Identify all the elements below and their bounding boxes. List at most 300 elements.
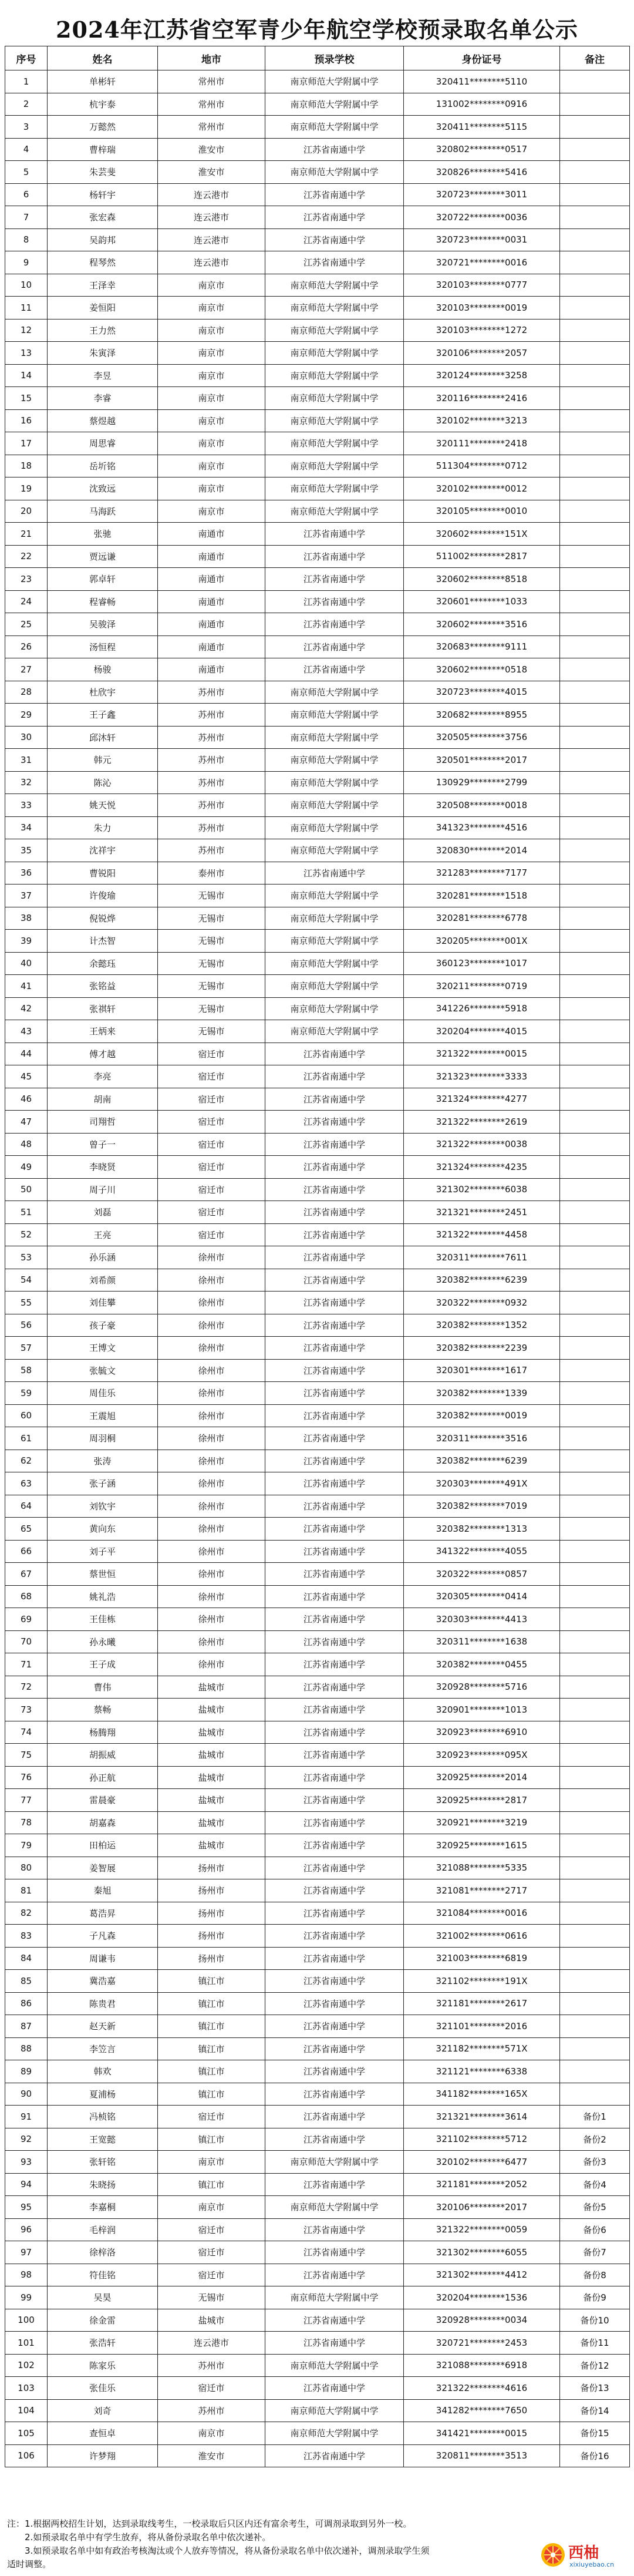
cell-id: 320382********1352	[404, 1314, 560, 1337]
cell-id: 320102********6477	[404, 2151, 560, 2174]
cell-no: 90	[5, 2083, 48, 2106]
cell-no: 70	[5, 1630, 48, 1653]
cell-note	[560, 1811, 630, 1834]
cell-name: 汤恒程	[48, 635, 158, 658]
cell-no: 42	[5, 997, 48, 1020]
cell-school: 南京师范大学附属中学	[265, 839, 404, 862]
cell-name: 吴昊	[48, 2286, 158, 2309]
table-row	[5, 1404, 630, 1427]
cell-city: 无锡市	[158, 2286, 265, 2309]
cell-note: 备份3	[560, 2151, 630, 2174]
cell-id: 320802********0517	[404, 138, 560, 161]
cell-id: 320382********0455	[404, 1653, 560, 1676]
cell-note: 备份8	[560, 2264, 630, 2286]
cell-city: 扬州市	[158, 1925, 265, 1948]
table-row	[5, 2332, 630, 2355]
cell-note	[560, 613, 630, 636]
cell-city: 镇江市	[158, 1970, 265, 1993]
table-row	[5, 1653, 630, 1676]
cell-id: 321101********2016	[404, 2015, 560, 2038]
table-row	[5, 2196, 630, 2219]
cell-note	[560, 183, 630, 206]
cell-city: 连云港市	[158, 206, 265, 229]
table-row	[5, 1518, 630, 1541]
cell-city: 徐州市	[158, 1404, 265, 1427]
cell-name: 张佳乐	[48, 2377, 158, 2400]
cell-note	[560, 794, 630, 817]
table-row	[5, 862, 630, 885]
cell-city: 南京市	[158, 387, 265, 410]
cell-note	[560, 342, 630, 365]
cell-no: 93	[5, 2151, 48, 2174]
cell-no: 75	[5, 1744, 48, 1767]
cell-name: 孩子豪	[48, 1314, 158, 1337]
cell-name: 张轩铭	[48, 2151, 158, 2174]
cell-no: 17	[5, 432, 48, 455]
cell-name: 程琴然	[48, 251, 158, 274]
cell-no: 29	[5, 704, 48, 727]
table-row	[5, 2173, 630, 2196]
cell-city: 无锡市	[158, 1020, 265, 1043]
cell-school: 江苏省南通中学	[265, 1518, 404, 1541]
cell-city: 苏州市	[158, 681, 265, 704]
table-row	[5, 1947, 630, 1970]
cell-id: 320106********2057	[404, 342, 560, 365]
cell-note	[560, 749, 630, 772]
cell-school: 江苏省南通中学	[265, 1902, 404, 1925]
cell-id: 320303********491X	[404, 1472, 560, 1495]
cell-id: 320811********3513	[404, 2444, 560, 2467]
table-row	[5, 319, 630, 342]
cell-id: 320508********0018	[404, 794, 560, 817]
cell-school: 江苏省南通中学	[265, 1676, 404, 1699]
cell-name: 司翔哲	[48, 1111, 158, 1134]
cell-school: 江苏省南通中学	[265, 1925, 404, 1948]
cell-school: 南京师范大学附属中学	[265, 387, 404, 410]
cell-id: 321088********5335	[404, 1857, 560, 1879]
cell-city: 宿迁市	[158, 1111, 265, 1134]
table-row	[5, 1223, 630, 1246]
cell-note	[560, 1404, 630, 1427]
table-row	[5, 2151, 630, 2174]
cell-note	[560, 1201, 630, 1224]
table-row	[5, 2218, 630, 2241]
cell-name: 张浩轩	[48, 2332, 158, 2355]
cell-school: 南京师范大学附属中学	[265, 952, 404, 975]
cell-no: 103	[5, 2377, 48, 2400]
cell-name: 姜恒阳	[48, 297, 158, 320]
cell-no: 99	[5, 2286, 48, 2309]
cell-id: 320124********3258	[404, 364, 560, 387]
cell-note	[560, 251, 630, 274]
cell-note	[560, 1630, 630, 1653]
cell-school: 江苏省南通中学	[265, 1879, 404, 1902]
cell-id: 320382********6239	[404, 1269, 560, 1292]
cell-name: 胡南	[48, 1088, 158, 1111]
cell-note	[560, 1744, 630, 1767]
cell-id: 320382********1339	[404, 1382, 560, 1405]
cell-city: 扬州市	[158, 1947, 265, 1970]
cell-id: 320721********0016	[404, 251, 560, 274]
table-row	[5, 1427, 630, 1450]
cell-note: 备份9	[560, 2286, 630, 2309]
cell-school: 南京师范大学附属中学	[265, 2286, 404, 2309]
cell-name: 许俊瑜	[48, 885, 158, 907]
cell-school: 南京师范大学附属中学	[265, 500, 404, 523]
cell-city: 扬州市	[158, 1902, 265, 1925]
cell-city: 徐州市	[158, 1314, 265, 1337]
cell-note	[560, 1246, 630, 1269]
table-row	[5, 206, 630, 229]
cell-city: 连云港市	[158, 2332, 265, 2355]
cell-city: 南京市	[158, 2422, 265, 2445]
cell-city: 无锡市	[158, 930, 265, 953]
cell-name: 郭卓轩	[48, 568, 158, 591]
cell-no: 45	[5, 1065, 48, 1088]
cell-city: 宿迁市	[158, 1178, 265, 1201]
cell-school: 江苏省南通中学	[265, 1178, 404, 1201]
cell-no: 89	[5, 2060, 48, 2083]
cell-city: 南京市	[158, 319, 265, 342]
cell-id: 320923********6910	[404, 1721, 560, 1744]
cell-name: 蔡畅	[48, 1699, 158, 1721]
cell-name: 蔡煜越	[48, 409, 158, 432]
cell-city: 南京市	[158, 342, 265, 365]
cell-name: 刘奇	[48, 2399, 158, 2422]
cell-name: 韩元	[48, 749, 158, 772]
footnote-line: 注：1.根据两校招生计划，达到录取线考生，一校录取后只区内还有富余考生，可调剂录取到另外一校。	[7, 2518, 412, 2529]
cell-note	[560, 1676, 630, 1699]
cell-note	[560, 704, 630, 727]
cell-note	[560, 771, 630, 794]
cell-id: 320682********8955	[404, 704, 560, 727]
cell-id: 321322********2619	[404, 1111, 560, 1134]
cell-id: 320602********151X	[404, 523, 560, 546]
cell-note	[560, 1834, 630, 1857]
cell-city: 徐州市	[158, 1472, 265, 1495]
cell-no: 1	[5, 70, 48, 93]
cell-note	[560, 364, 630, 387]
cell-school: 江苏省南通中学	[265, 2241, 404, 2264]
cell-city: 常州市	[158, 116, 265, 139]
cell-no: 64	[5, 1495, 48, 1518]
cell-city: 扬州市	[158, 1879, 265, 1902]
cell-no: 49	[5, 1156, 48, 1179]
cell-id: 321302********6038	[404, 1178, 560, 1201]
footnote-line: 3.如预录取名单中如有政治考核淘汰或个人放弃等情况，将从备份录取名单中依次递补，调剂录取学生须	[7, 2545, 430, 2556]
cell-school: 江苏省南通中学	[265, 1337, 404, 1360]
cell-no: 43	[5, 1020, 48, 1043]
cell-school: 江苏省南通中学	[265, 2264, 404, 2286]
cell-name: 子凡森	[48, 1925, 158, 1948]
cell-id: 321323********3333	[404, 1065, 560, 1088]
table-header-row	[5, 46, 630, 70]
cell-school: 江苏省南通中学	[265, 1947, 404, 1970]
cell-city: 无锡市	[158, 885, 265, 907]
cell-school: 江苏省南通中学	[265, 1292, 404, 1314]
cell-no: 82	[5, 1902, 48, 1925]
cell-name: 李昱	[48, 364, 158, 387]
cell-city: 盐城市	[158, 1834, 265, 1857]
cell-no: 48	[5, 1133, 48, 1156]
admission-table	[5, 46, 630, 2467]
cell-note: 备份12	[560, 2354, 630, 2377]
table-row	[5, 1178, 630, 1201]
cell-name: 王力然	[48, 319, 158, 342]
cell-note	[560, 1292, 630, 1314]
cell-city: 淮安市	[158, 161, 265, 184]
cell-id: 321321********2451	[404, 1201, 560, 1224]
cell-school: 江苏省南通中学	[265, 1495, 404, 1518]
cell-note	[560, 206, 630, 229]
cell-city: 徐州市	[158, 1585, 265, 1608]
table-row	[5, 1269, 630, 1292]
cell-name: 冀浩嘉	[48, 1970, 158, 1993]
cell-id: 320204********1536	[404, 2286, 560, 2309]
cell-city: 苏州市	[158, 2354, 265, 2377]
cell-city: 泰州市	[158, 862, 265, 885]
cell-id: 320925********2014	[404, 1766, 560, 1789]
cell-id: 320382********6239	[404, 1450, 560, 1472]
cell-city: 南通市	[158, 658, 265, 681]
cell-city: 徐州市	[158, 1630, 265, 1653]
cell-no: 2	[5, 93, 48, 116]
cell-name: 秦旭	[48, 1879, 158, 1902]
table-row	[5, 432, 630, 455]
cell-city: 徐州市	[158, 1563, 265, 1586]
cell-no: 59	[5, 1382, 48, 1405]
cell-id: 320683********9111	[404, 635, 560, 658]
cell-note	[560, 1902, 630, 1925]
table-row	[5, 1925, 630, 1948]
cell-name: 葛浩昇	[48, 1902, 158, 1925]
cell-school: 江苏省南通中学	[265, 1201, 404, 1224]
table-row	[5, 771, 630, 794]
cell-no: 56	[5, 1314, 48, 1337]
cell-name: 陈沁	[48, 771, 158, 794]
cell-city: 苏州市	[158, 816, 265, 839]
cell-id: 320301********1617	[404, 1359, 560, 1382]
cell-school: 江苏省南通中学	[265, 635, 404, 658]
cell-name: 王佳栋	[48, 1608, 158, 1631]
cell-note	[560, 1947, 630, 1970]
cell-school: 南京师范大学附属中学	[265, 297, 404, 320]
cell-note: 备份6	[560, 2218, 630, 2241]
table-row	[5, 613, 630, 636]
cell-note	[560, 839, 630, 862]
cell-id: 320106********2017	[404, 2196, 560, 2219]
cell-city: 无锡市	[158, 997, 265, 1020]
cell-school: 江苏省南通中学	[265, 1585, 404, 1608]
cell-name: 朱寅泽	[48, 342, 158, 365]
cell-no: 72	[5, 1676, 48, 1699]
cell-id: 320722********0036	[404, 206, 560, 229]
cell-no: 11	[5, 297, 48, 320]
cell-id: 320721********2453	[404, 2332, 560, 2355]
table-row	[5, 1630, 630, 1653]
cell-no: 57	[5, 1337, 48, 1360]
cell-no: 54	[5, 1269, 48, 1292]
cell-name: 黄向东	[48, 1518, 158, 1541]
watermark-brand: 西柚	[568, 2544, 599, 2562]
cell-city: 徐州市	[158, 1359, 265, 1382]
cell-id: 320382********0019	[404, 1404, 560, 1427]
cell-city: 镇江市	[158, 2060, 265, 2083]
cell-id: 320281********1518	[404, 885, 560, 907]
cell-city: 南通市	[158, 568, 265, 591]
cell-city: 南通市	[158, 635, 265, 658]
cell-name: 张子涵	[48, 1472, 158, 1495]
table-row	[5, 1020, 630, 1043]
cell-no: 95	[5, 2196, 48, 2219]
cell-city: 宿迁市	[158, 1201, 265, 1224]
cell-note	[560, 545, 630, 568]
table-row	[5, 2128, 630, 2151]
cell-city: 南京市	[158, 455, 265, 477]
cell-school: 江苏省南通中学	[265, 1563, 404, 1586]
table-row	[5, 93, 630, 116]
cell-note	[560, 2060, 630, 2083]
table-row	[5, 1292, 630, 1314]
cell-school: 江苏省南通中学	[265, 1653, 404, 1676]
table-row	[5, 251, 630, 274]
cell-no: 31	[5, 749, 48, 772]
cell-id: 341322********4055	[404, 1540, 560, 1563]
cell-id: 321302********4412	[404, 2264, 560, 2286]
cell-name: 王子鑫	[48, 704, 158, 727]
cell-name: 陈贵君	[48, 1992, 158, 2015]
table-row	[5, 952, 630, 975]
cell-city: 无锡市	[158, 952, 265, 975]
cell-note	[560, 1427, 630, 1450]
cell-city: 苏州市	[158, 704, 265, 727]
cell-school: 南京师范大学附属中学	[265, 455, 404, 477]
cell-no: 25	[5, 613, 48, 636]
cell-note	[560, 1337, 630, 1360]
cell-no: 9	[5, 251, 48, 274]
cell-note	[560, 1585, 630, 1608]
cell-city: 连云港市	[158, 251, 265, 274]
cell-name: 程睿畅	[48, 590, 158, 613]
cell-city: 南通市	[158, 523, 265, 546]
cell-city: 徐州市	[158, 1292, 265, 1314]
cell-name: 张驰	[48, 523, 158, 546]
cell-no: 19	[5, 477, 48, 500]
cell-id: 341421********0015	[404, 2422, 560, 2445]
cell-note	[560, 1495, 630, 1518]
cell-name: 周羽桐	[48, 1427, 158, 1450]
cell-no: 69	[5, 1608, 48, 1631]
cell-id: 321283********7177	[404, 862, 560, 885]
cell-no: 52	[5, 1223, 48, 1246]
cell-city: 徐州市	[158, 1269, 265, 1292]
table-row	[5, 1201, 630, 1224]
cell-note	[560, 1111, 630, 1134]
cell-note	[560, 409, 630, 432]
cell-id: 511002********2817	[404, 545, 560, 568]
cell-school: 江苏省南通中学	[265, 1766, 404, 1789]
table-row	[5, 2354, 630, 2377]
cell-city: 南京市	[158, 477, 265, 500]
table-row	[5, 1585, 630, 1608]
cell-city: 南京市	[158, 297, 265, 320]
cell-name: 姜智展	[48, 1857, 158, 1879]
cell-id: 320281********6778	[404, 907, 560, 930]
table-row	[5, 1879, 630, 1902]
cell-no: 61	[5, 1427, 48, 1450]
cell-school: 南京师范大学附属中学	[265, 93, 404, 116]
cell-city: 常州市	[158, 70, 265, 93]
table-row	[5, 2083, 630, 2106]
cell-note: 备份5	[560, 2196, 630, 2219]
cell-city: 徐州市	[158, 1495, 265, 1518]
cell-no: 74	[5, 1721, 48, 1744]
cell-school: 南京师范大学附属中学	[265, 477, 404, 500]
cell-no: 76	[5, 1766, 48, 1789]
cell-no: 4	[5, 138, 48, 161]
table-row	[5, 1472, 630, 1495]
cell-no: 58	[5, 1359, 48, 1382]
cell-note	[560, 1382, 630, 1405]
cell-city: 南通市	[158, 545, 265, 568]
cell-school: 南京师范大学附属中学	[265, 726, 404, 749]
cell-note	[560, 681, 630, 704]
cell-school: 江苏省南通中学	[265, 138, 404, 161]
cell-id: 321324********4277	[404, 1088, 560, 1111]
cell-city: 镇江市	[158, 2173, 265, 2196]
cell-school: 南京师范大学附属中学	[265, 319, 404, 342]
cell-id: 320205********001X	[404, 930, 560, 953]
cell-school: 江苏省南通中学	[265, 2060, 404, 2083]
cell-name: 王宽懿	[48, 2128, 158, 2151]
cell-city: 南通市	[158, 613, 265, 636]
cell-city: 镇江市	[158, 2083, 265, 2106]
cell-id: 341323********4516	[404, 816, 560, 839]
page-title: 2024年江苏省空军青少年航空学校预录取名单公示	[56, 16, 578, 43]
cell-city: 连云港市	[158, 183, 265, 206]
cell-id: 511304********0712	[404, 455, 560, 477]
cell-school: 南京师范大学附属中学	[265, 70, 404, 93]
cell-school: 江苏省南通中学	[265, 1111, 404, 1134]
cell-name: 蔡世恒	[48, 1563, 158, 1586]
cell-school: 南京师范大学附属中学	[265, 2422, 404, 2445]
cell-city: 宿迁市	[158, 1156, 265, 1179]
table-row	[5, 885, 630, 907]
cell-no: 91	[5, 2106, 48, 2128]
cell-id: 320928********5716	[404, 1676, 560, 1699]
cell-id: 321102********191X	[404, 1970, 560, 1993]
cell-note: 备份13	[560, 2377, 630, 2400]
table-row	[5, 704, 630, 727]
cell-city: 徐州市	[158, 1427, 265, 1450]
cell-note	[560, 93, 630, 116]
cell-note	[560, 500, 630, 523]
table-row	[5, 2106, 630, 2128]
table-row	[5, 1970, 630, 1993]
cell-id: 320303********4413	[404, 1608, 560, 1631]
cell-name: 孙永曦	[48, 1630, 158, 1653]
cell-name: 王泽幸	[48, 274, 158, 297]
cell-id: 320501********2017	[404, 749, 560, 772]
cell-id: 321322********4458	[404, 1223, 560, 1246]
cell-note: 备份14	[560, 2399, 630, 2422]
cell-note	[560, 432, 630, 455]
cell-name: 杭宇泰	[48, 93, 158, 116]
table-row	[5, 2399, 630, 2422]
cell-no: 106	[5, 2444, 48, 2467]
cell-note: 备份16	[560, 2444, 630, 2467]
cell-name: 赵天新	[48, 2015, 158, 2038]
